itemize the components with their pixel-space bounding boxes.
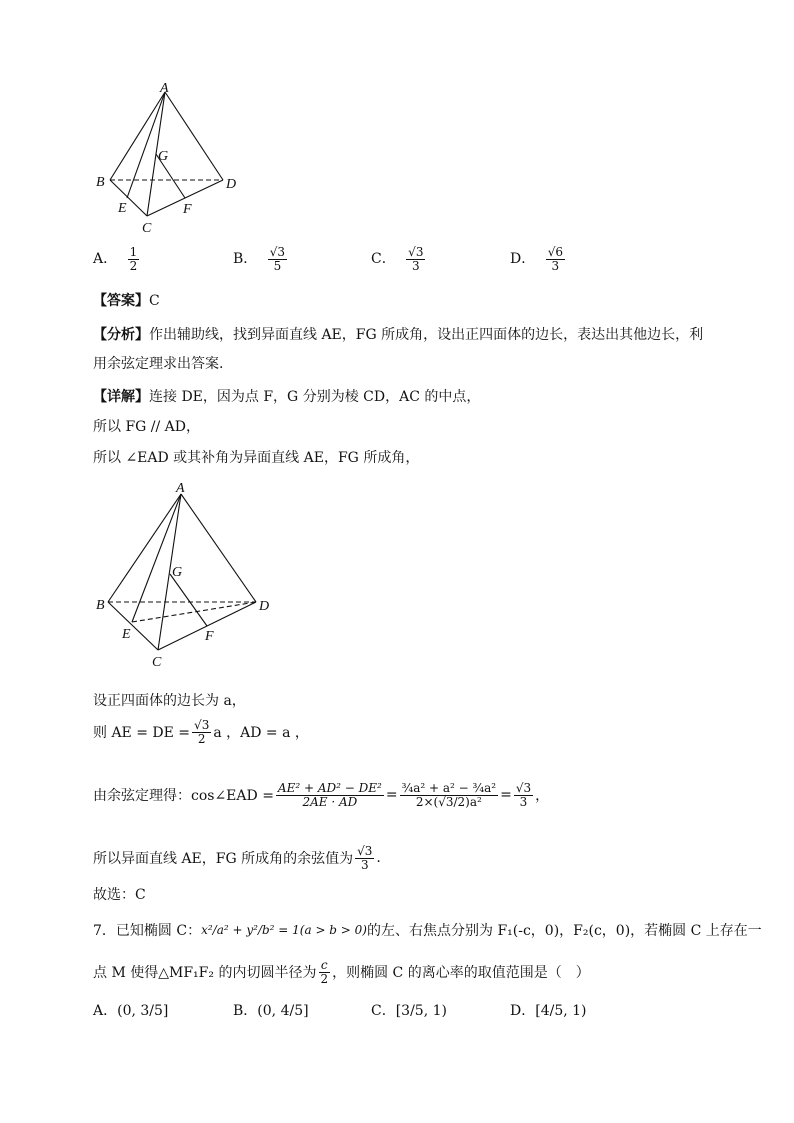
q7-option-c-label: C．: [371, 1003, 396, 1019]
analysis-text-1: 作出辅助线，找到异面直线 AE，FG 所成角，设出正四面体的边长，表达出其他边长，利: [149, 327, 704, 343]
option-b-num: √3: [269, 245, 286, 259]
q7-line-1: [93, 912, 762, 948]
answer-value: C: [149, 293, 160, 309]
q7-option-a-label: A．: [93, 1003, 118, 1019]
q7-line-2: [93, 954, 590, 990]
label-C: C: [142, 221, 152, 236]
detail-5-pre: 则 AE = DE =: [93, 725, 191, 741]
detail-line-8: 故选：C: [93, 887, 146, 903]
detail-tag: 【详解】: [93, 389, 149, 405]
detail-line-6: 由余弦定理得：cos∠EAD = $\frac{\text{AE² + AD² − DE²}}{2AE \cdot AD}$ = $\frac{\text{¾a² + a² − ¾a²}}{\text{2×(√3/2)a²}}$ = $\frac{√3}{3}$ ，: [93, 780, 550, 809]
detail-6-f2-num: ¾a² + a² − ¾a²: [401, 780, 497, 795]
q7-option-d-value: [4/5, 1): [535, 1003, 587, 1019]
detail-6-res-num: √3: [515, 780, 532, 795]
detail-7-num: √3: [357, 843, 373, 858]
detail-7-pre: 所以异面直线 AE，FG 所成角的余弦值为: [93, 851, 354, 867]
detail-5-post: a ，AD = a ，: [213, 725, 309, 741]
tetrahedron-figure-1: [90, 80, 260, 240]
detail-line-3: 所以 ∠EAD 或其补角为异面直线 AE，FG 所成角，: [93, 450, 420, 466]
label-A: A: [176, 481, 185, 496]
label-F: F: [205, 629, 214, 644]
detail-6-f1-num: AE² + AD² − DE²: [277, 780, 382, 795]
detail-5-den: 2: [197, 731, 206, 746]
q7-options: [93, 1000, 713, 1030]
detail-6-res-den: 3: [519, 794, 528, 809]
label-E: E: [122, 627, 131, 642]
tetrahedron-figure-2: [90, 478, 290, 673]
label-C: C: [152, 655, 162, 670]
option-a-num: 1: [129, 245, 138, 259]
detail-6-f2-den: 2×(√3/2)a²: [415, 794, 482, 809]
q7-option-b-value: (0, 4/5]: [257, 1003, 309, 1019]
q7-option-c-value: [3/5, 1): [395, 1003, 447, 1019]
label-A: A: [160, 81, 169, 96]
option-d-num: √6: [547, 245, 563, 259]
detail-6-pre: 由余弦定理得：cos∠EAD =: [93, 788, 274, 804]
q7-2-num: c: [320, 957, 328, 972]
q7-2-den: 2: [320, 971, 329, 986]
option-d-label: D．: [510, 251, 536, 268]
label-D: D: [259, 599, 270, 614]
q7-option-b-label: B．: [233, 1003, 258, 1019]
label-B: B: [96, 175, 105, 190]
q7-2-b: ，则椭圆 C 的离心率的取值范围是（ ）: [332, 965, 590, 981]
label-F: F: [183, 202, 192, 217]
label-G: G: [158, 149, 169, 164]
analysis-line-1: [93, 324, 703, 344]
detail-5-num: √3: [194, 717, 210, 732]
answer-line: [93, 290, 160, 310]
q7-1-c: 的左、右焦点分别为 F₁(-c，0)，F₂(c，0)，若椭圆 C 上存在一: [367, 923, 762, 939]
label-E: E: [118, 201, 127, 216]
option-a-label: A．: [93, 251, 118, 268]
option-d-den: 3: [551, 258, 560, 273]
answer-tag: 【答案】: [93, 293, 149, 309]
detail-6-f1-den: 2AE · AD: [302, 794, 358, 809]
option-c-num: √3: [408, 245, 424, 259]
q7-ellipse-eq: x²/a² + y²/b² = 1(a > b > 0): [201, 923, 367, 937]
q6-options: [93, 246, 693, 282]
analysis-tag: 【分析】: [93, 327, 149, 343]
detail-line-2: 所以 FG // AD，: [93, 419, 201, 435]
detail-line-1: [93, 386, 480, 406]
detail-text-1: 连接 DE，因为点 F，G 分别为棱 CD，AC 的中点，: [149, 389, 481, 405]
detail-line-4: 设正四面体的边长为 a，: [93, 693, 246, 709]
detail-line-7: 所以异面直线 AE，FG 所成角的余弦值为 $\frac{√3}{3}$ .: [93, 843, 381, 872]
option-b-den: 5: [273, 258, 282, 273]
label-B: B: [96, 598, 105, 613]
detail-line-5: [93, 712, 309, 752]
q7-option-d-label: D．: [510, 1003, 536, 1019]
label-G: G: [172, 565, 183, 580]
analysis-line-2: 用余弦定理求出答案.: [93, 356, 224, 372]
label-D: D: [226, 177, 237, 192]
detail-7-den: 3: [360, 857, 369, 872]
option-b-label: B．: [233, 251, 258, 268]
option-a-den: 2: [129, 258, 138, 273]
q7-option-a-value: (0, 3/5]: [117, 1003, 169, 1019]
q7-1-a: 7．已知椭圆 C：: [93, 923, 202, 939]
option-c-label: C．: [371, 251, 396, 268]
option-c-den: 3: [411, 258, 420, 273]
q7-2-a: 点 M 使得△MF₁F₂ 的内切圆半径为: [93, 965, 317, 981]
